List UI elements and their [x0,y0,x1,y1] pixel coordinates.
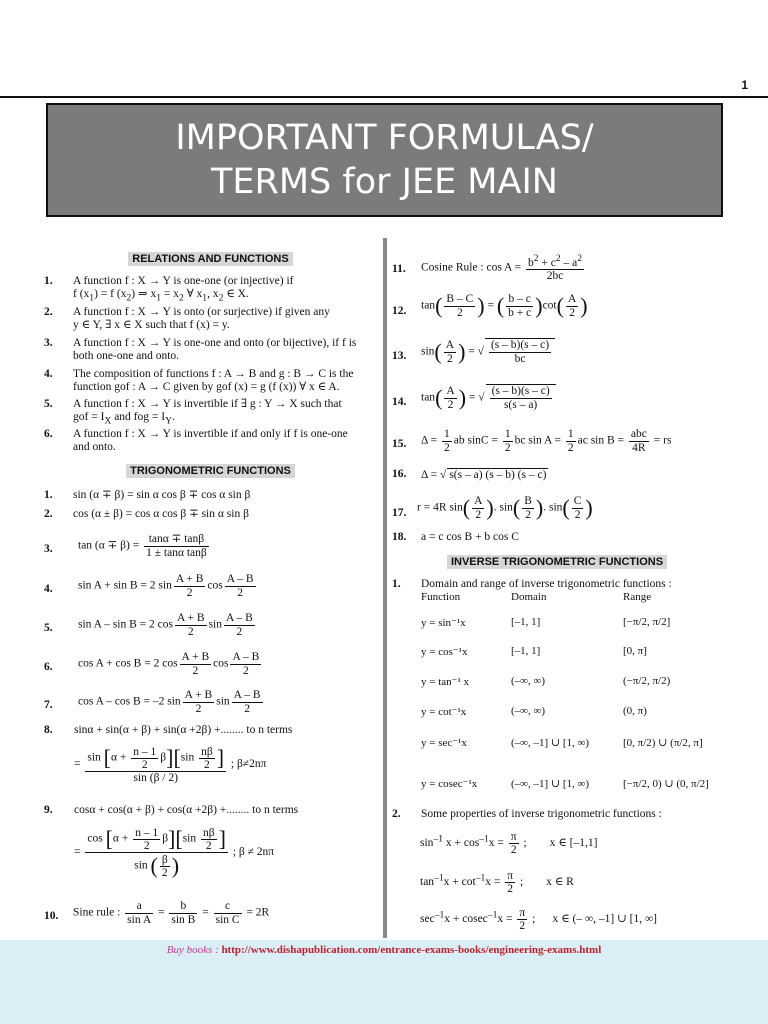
table-cell: (–∞, –1] ∪ [1, ∞) [511,777,590,790]
table-cell: y = sin⁻¹x [421,616,466,629]
table-header: Function [421,591,461,603]
table-cell: (–∞, ∞) [511,705,546,717]
table-cell: y = cosec⁻¹x [421,777,478,790]
table-cell: [0, π/2) ∪ (π/2, π] [623,736,703,749]
page-number: 1 [741,78,748,92]
table-cell: y = cot⁻¹x [421,705,467,718]
formula: $\tan^{-1}x + \cot^{-1}x$ = $\frac{\pi}{2}$ ; x ∈ R [420,870,574,895]
table-cell: [0, π] [623,645,647,657]
formula: $\sec^{-1}x + cosec^{-1}x$ = $\frac{\pi}{2}$ ; x ∈ (– ∞, –1] ∪ [1, ∞] [420,907,657,932]
footer-link[interactable]: http://www.dishapublication.com/entrance-exams-books/engineering-exams.html [221,944,602,956]
table-cell: y = cos⁻¹x [421,645,468,658]
section-heading-trig: TRIGONOMETRIC FUNCTIONS [44,465,377,477]
column-divider [383,238,387,938]
table-cell: [–1, 1] [511,645,541,657]
title-line-1: IMPORTANT FORMULAS/ [175,118,594,158]
table-cell: y = tan⁻¹ x [421,675,469,688]
table-cell: [−π/2, 0) ∪ (0, π/2] [623,777,709,790]
table-cell: (−π/2, π/2) [623,675,671,687]
left-column: RELATIONS AND FUNCTIONS 1. A function f : X → Y is one-one (or injective) if f $(x_1) = f$ $(x_2)$ ⇒ $x_1 = x_2$ ∀ $x_1$, $x_2$ ∈ X. 2. A function f : X → Y is onto (or surjective) if given any y ∈ Y, ∃ x ∈ X such that f (x) = y. 3. A function f : X → Y is one-one and onto (or bijective), if f is both one-one and onto. 4. The composition of functions f : A → B and g : B → C is the function gof : A → C given by gof (x) = g (f (x)) ∀ x ∈ A. 5. A function f : X → Y is invertible if ∃ g : Y → X such that gof = $I_X$ and fog = $I_Y$. 6. A function f : X → Y is invertible if and only if f is one-one and onto. TRIGONOMETRIC FUNCTIONS 1. sin (α ∓ β) = sin α cos β ∓ cos α sin β 2. cos (α ± β) = cos α cos β ∓ sin α sin β 3. tan (α ∓ β) = $\frac{\tan\alpha \mp \tan\beta}{\text{1 ± tanα tanβ}}$ 4. sin A + sin B = 2 sin $\frac{A + B}{2}$ cos $\frac{A - B}{2}$ 5. sin A – sin B = 2 cos $\frac{A + B}{2}$ sin $\frac{A - B}{2}$ 6. cos A + cos B = 2 cos $\frac{A + B}{2}$ cos $\frac{A - B}{2}$ 7. cos A – cos B = –2 sin $\frac{A + B}{2}$ sin $\frac{A - B}{2}$ 8. sinα + sin(α + β) + sin(α +2β) +........ to n terms = sin [α + $\frac{n - 1}{2}$ β][sin $\frac{n\beta}{2}$ ] sin (β / 2) ; β≠2nπ 9. cosα + cos(α + β) + cos(α +2β) +........ to n terms = cos [α + $\frac{n - 1}{2}$ β][sin $\frac{n\beta}{2}$ ] sin ( $\frac{\beta}{2}$ ) ; β ≠ 2nπ 10. Sine rule : $\frac{a}{\text{sin A}}$ = $\frac{b}{\text{sin B}}$ = $\frac{c}{\text{sin C}}$ = 2R [44,248,377,938]
title-line-2: TERMS for JEE MAIN [211,162,558,202]
table-header: Domain [511,591,547,603]
title-banner [46,103,723,217]
section-heading-inverse: INVERSE TRIGONOMETRIC FUNCTIONS [392,556,722,568]
formula: = sin [α + $\frac{n - 1}{2}$ β][sin $\frac{n\beta}{2}$ ] sin (β / 2) ; β≠2nπ [74,745,267,784]
table-header: Range [623,591,652,603]
header-rule [0,96,768,98]
footer-label: Buy books : [166,944,222,956]
footer [0,940,768,1024]
table-cell: [–1, 1] [511,616,541,628]
inverse-trig-table [420,590,710,804]
section-heading-relations: RELATIONS AND FUNCTIONS [44,253,377,265]
right-column: 11. Cosine Rule : cos A = $\frac{b^2 + c^2 - a^2}{2bc}$ 12. tan( $\frac{B - C}{2}$ ) = ( $\frac{b - c}{b + c}$ )cot( $\frac{A}{2}$ ) 13. sin( $\frac{A}{2}$ ) = √ $\frac{(s - b)(s - c)}{bc}$ 14. tan( $\frac{A}{2}$ ) = √ $\frac{(s - b)(s - c)}{s(s - a)}$ 15. Δ = $\frac{1}{2}$ ab sinC = $\frac{1}{2}$ bc sin A = $\frac{1}{2}$ ac sin B = abc 4R = rs 16. Δ = √ s(s – a) (s – b) (s – c) 17. r = 4R sin( $\frac{A}{2}$ ). sin( $\frac{B}{2}$ ). sin( $\frac{C}{2}$ ) 18. a = c cos B + b cos C INVERSE TRIGONOMETRIC FUNCTIONS 1. Domain and range of inverse trigonometric functions : Function Domain Range y = sin⁻¹x [–1, 1] [−π/2, π/2] y = cos⁻¹x [–1, 1] [0, π] y = tan⁻¹ x (–∞, ∞) (−π/2, π/2) y = cot⁻¹x (–∞, ∞) (0, π) y = sec⁻¹x (–∞, –1] ∪ [1, ∞) [0, π/2) ∪ (π/2, π] y = cosec⁻¹x (–∞, –1] ∪ [1, ∞) [−π/2, 0) ∪ (0, π/2] 2. Some properties of inverse trigonometric functions : $\sin^{-1} x + \cos^{-1}x$ = $\frac{\pi}{2}$ ; x ∈ [–1,1] $\tan^{-1}x + \cot^{-1}x$ = $\frac{\pi}{2}$ ; x ∈ R $\sec^{-1}x + cosec^{-1}x$ = $\frac{\pi}{2}$ ; x ∈ (– ∞, –1] ∪ [1, ∞] [392,248,722,938]
footer-line [0,944,768,956]
formula: $\sin^{-1} x + \cos^{-1}x$ = $\frac{\pi}{2}$ ; x ∈ [–1,1] [420,831,598,856]
table-cell: y = sec⁻¹x [421,736,467,749]
table-cell: (–∞, –1] ∪ [1, ∞) [511,736,590,749]
table-cell: (0, π) [623,705,647,717]
table-cell: [−π/2, π/2] [623,616,671,628]
table-cell: (–∞, ∞) [511,675,546,687]
formula: = cos [α + $\frac{n - 1}{2}$ β][sin $\frac{n\beta}{2}$ ] sin ( $\frac{\beta}{2}$ ) ; β ≠ 2nπ [74,826,275,879]
